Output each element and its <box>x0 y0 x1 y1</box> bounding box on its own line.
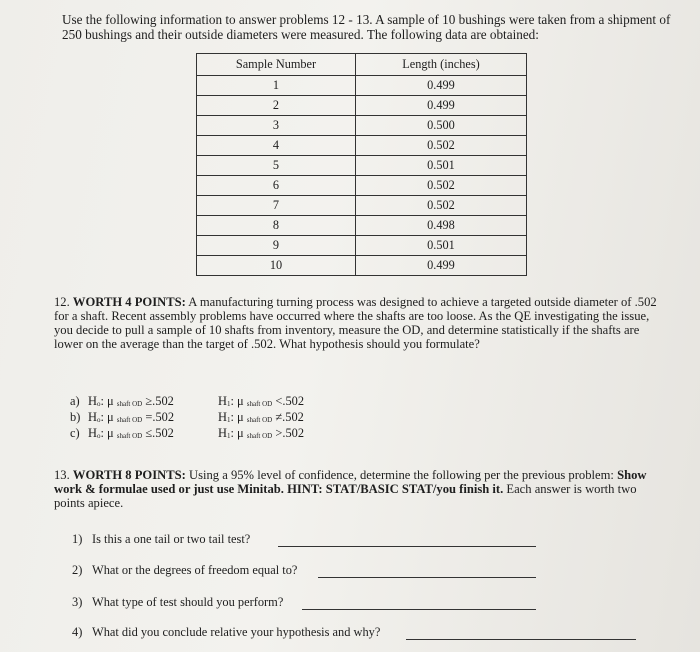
length-cell: 0.499 <box>356 76 527 96</box>
question-13-body <box>54 468 666 510</box>
question-13-text: Using a 95% level of confidence, determine the following per the previous problem: <box>188 468 614 482</box>
sample-number-cell: 7 <box>197 196 356 216</box>
subquestion-4: 4) What did you conclude relative your hypothesis and why? <box>72 625 381 639</box>
length-cell: 0.502 <box>356 176 527 196</box>
question-13-tail: Each answer is worth two points apiece. <box>54 482 637 510</box>
subquestion-1: 1) Is this a one tail or two tail test? <box>72 532 251 546</box>
subquestion-3: 3) What type of test should you perform? <box>72 595 284 609</box>
option-letter: a) <box>70 394 80 408</box>
question-12-text: A manufacturing turning process was designed to achieve a targeted outside diameter of .502 for a shaft. Recent assembly problems have occurred where the shafts are too loose. As the QE investigating the issue, you decide to pull a sample of 10 shafts from inventory, measure the OD, and determine statistically if the shafts are lower on the average than the target of .502. What hypothesis should you formulate? <box>54 295 657 351</box>
sample-number-cell: 8 <box>197 216 356 236</box>
question-13-number: 13. <box>54 468 70 482</box>
option-a[interactable] <box>70 394 304 410</box>
question-13 <box>54 468 666 510</box>
answer-blank-1[interactable] <box>278 546 536 547</box>
length-cell: 0.498 <box>356 216 527 236</box>
answer-blank-4[interactable] <box>406 639 636 640</box>
header-length: Length (inches) <box>356 54 527 76</box>
null-hypothesis: Ho: μ shaft OD ≤.502 <box>88 426 174 440</box>
sample-number-cell: 1 <box>197 76 356 96</box>
question-13-instructions: Show work & formulae used or just use Minitab. HINT: STAT/BASIC STAT/you finish it. <box>54 468 647 496</box>
table-row <box>197 116 527 136</box>
answer-blank-2[interactable] <box>318 577 536 578</box>
table-row <box>197 256 527 276</box>
subquestion-2: 2) What or the degrees of freedom equal to? <box>72 563 298 577</box>
length-cell: 0.502 <box>356 136 527 156</box>
option-c[interactable] <box>70 426 304 442</box>
table-row <box>197 236 527 256</box>
question-12-title: WORTH 4 POINTS: <box>72 295 186 309</box>
question-12 <box>54 295 666 351</box>
option-b[interactable] <box>70 410 304 426</box>
table-row <box>197 76 527 96</box>
table-row <box>197 96 527 116</box>
hypothesis-options <box>70 394 304 442</box>
bushing-data-table <box>196 53 527 276</box>
intro-paragraph: Use the following information to answer problems 12 - 13. A sample of 10 bushings were taken from a shipment of 250 bushings and their outside diameters were measured. The following data are obtained: <box>62 12 671 42</box>
table-row <box>197 196 527 216</box>
length-cell: 0.501 <box>356 156 527 176</box>
answer-blank-3[interactable] <box>302 609 536 610</box>
sample-number-cell: 5 <box>197 156 356 176</box>
sample-number-cell: 10 <box>197 256 356 276</box>
null-hypothesis: Ho: μ shaft OD ≥.502 <box>88 394 174 408</box>
sample-number-cell: 9 <box>197 236 356 256</box>
length-cell: 0.500 <box>356 116 527 136</box>
table-row <box>197 176 527 196</box>
length-cell: 0.499 <box>356 96 527 116</box>
null-hypothesis: Ho: μ shaft OD =.502 <box>88 410 175 424</box>
sample-number-cell: 3 <box>197 116 356 136</box>
sample-number-cell: 6 <box>197 176 356 196</box>
option-letter: b) <box>70 410 81 424</box>
question-13-title: WORTH 8 POINTS: <box>72 468 186 482</box>
alternative-hypothesis: H1: μ shaft OD ≠.502 <box>218 410 304 424</box>
sample-number-cell: 4 <box>197 136 356 156</box>
table-row <box>197 136 527 156</box>
question-12-number: 12. <box>54 295 70 309</box>
length-cell: 0.502 <box>356 196 527 216</box>
alternative-hypothesis: H1: μ shaft OD >.502 <box>218 426 305 440</box>
table-row <box>197 216 527 236</box>
option-letter: c) <box>70 426 80 440</box>
sample-number-cell: 2 <box>197 96 356 116</box>
alternative-hypothesis: H1: μ shaft OD <.502 <box>218 394 305 408</box>
table-header-row <box>197 54 527 76</box>
table-row <box>197 156 527 176</box>
header-sample-number: Sample Number <box>197 54 356 76</box>
question-12-body <box>54 295 666 351</box>
length-cell: 0.499 <box>356 256 527 276</box>
length-cell: 0.501 <box>356 236 527 256</box>
